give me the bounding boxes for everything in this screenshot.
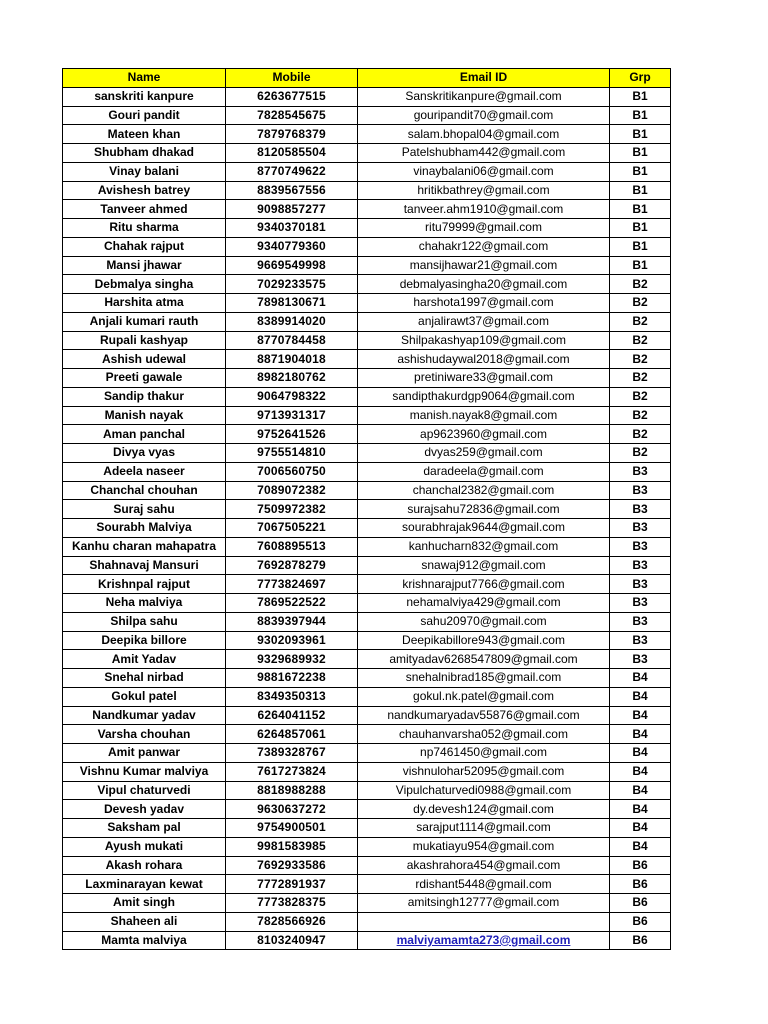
table-row bbox=[63, 444, 671, 463]
name-cell[interactable]: Ashish udewal bbox=[63, 350, 226, 369]
header-mobile[interactable]: Mobile bbox=[226, 69, 358, 88]
name-cell[interactable]: Laxminarayan kewat bbox=[63, 875, 226, 894]
mobile-cell[interactable]: 7772891937 bbox=[226, 875, 358, 894]
mobile-cell[interactable]: 8770784458 bbox=[226, 331, 358, 350]
email-cell[interactable]: rdishant5448@gmail.com bbox=[358, 875, 610, 894]
name-cell[interactable]: Gokul patel bbox=[63, 687, 226, 706]
mobile-cell[interactable]: 8103240947 bbox=[226, 931, 358, 950]
name-cell[interactable]: Kanhu charan mahapatra bbox=[63, 537, 226, 556]
table-row bbox=[63, 594, 671, 613]
grp-cell[interactable]: B2 bbox=[610, 275, 671, 294]
name-cell[interactable]: Sourabh Malviya bbox=[63, 519, 226, 538]
mobile-cell[interactable]: 8871904018 bbox=[226, 350, 358, 369]
email-cell[interactable]: surajsahu72836@gmail.com bbox=[358, 500, 610, 519]
email-cell[interactable]: sandipthakurdgp9064@gmail.com bbox=[358, 387, 610, 406]
table-row bbox=[63, 744, 671, 763]
table-row bbox=[63, 256, 671, 275]
mobile-cell[interactable]: 8389914020 bbox=[226, 312, 358, 331]
grp-cell[interactable]: B3 bbox=[610, 631, 671, 650]
grp-cell[interactable]: B4 bbox=[610, 744, 671, 763]
table-row bbox=[63, 181, 671, 200]
table-row bbox=[63, 837, 671, 856]
table-row bbox=[63, 237, 671, 256]
grp-cell[interactable]: B2 bbox=[610, 406, 671, 425]
email-cell[interactable]: sahu20970@gmail.com bbox=[358, 612, 610, 631]
table-row bbox=[63, 912, 671, 931]
table-row bbox=[63, 162, 671, 181]
name-cell[interactable]: Harshita atma bbox=[63, 294, 226, 313]
table-row bbox=[63, 312, 671, 331]
table-row bbox=[63, 537, 671, 556]
name-cell[interactable]: Tanveer ahmed bbox=[63, 200, 226, 219]
mobile-cell[interactable]: 9755514810 bbox=[226, 444, 358, 463]
email-cell[interactable]: dy.devesh124@gmail.com bbox=[358, 800, 610, 819]
grp-cell[interactable]: B4 bbox=[610, 800, 671, 819]
name-cell[interactable]: Adeela naseer bbox=[63, 462, 226, 481]
mobile-cell[interactable]: 7029233575 bbox=[226, 275, 358, 294]
table-row bbox=[63, 706, 671, 725]
email-cell[interactable]: debmalyasingha20@gmail.com bbox=[358, 275, 610, 294]
grp-cell[interactable]: B4 bbox=[610, 706, 671, 725]
email-cell[interactable]: gouripandit70@gmail.com bbox=[358, 106, 610, 125]
grp-cell[interactable]: B2 bbox=[610, 387, 671, 406]
name-cell[interactable]: Akash rohara bbox=[63, 856, 226, 875]
table-row bbox=[63, 650, 671, 669]
email-cell[interactable]: chahakr122@gmail.com bbox=[358, 237, 610, 256]
email-cell[interactable]: chanchal2382@gmail.com bbox=[358, 481, 610, 500]
grp-cell[interactable]: B1 bbox=[610, 87, 671, 106]
table-row bbox=[63, 200, 671, 219]
grp-cell[interactable]: B1 bbox=[610, 256, 671, 275]
mobile-cell[interactable]: 7869522522 bbox=[226, 594, 358, 613]
email-cell[interactable]: nehamalviya429@gmail.com bbox=[358, 594, 610, 613]
grp-cell[interactable]: B4 bbox=[610, 781, 671, 800]
grp-cell[interactable]: B1 bbox=[610, 144, 671, 163]
table-row bbox=[63, 931, 671, 950]
mobile-cell[interactable]: 8818988288 bbox=[226, 781, 358, 800]
grp-cell[interactable]: B3 bbox=[610, 594, 671, 613]
name-cell[interactable]: Sandip thakur bbox=[63, 387, 226, 406]
email-cell[interactable]: Patelshubham442@gmail.com bbox=[358, 144, 610, 163]
email-cell[interactable]: amityadav6268547809@gmail.com bbox=[358, 650, 610, 669]
mobile-cell[interactable]: 9981583985 bbox=[226, 837, 358, 856]
header-email[interactable]: Email ID bbox=[358, 69, 610, 88]
name-cell[interactable]: Deepika billore bbox=[63, 631, 226, 650]
table-row bbox=[63, 856, 671, 875]
grp-cell[interactable]: B3 bbox=[610, 481, 671, 500]
email-cell[interactable]: gokul.nk.patel@gmail.com bbox=[358, 687, 610, 706]
email-cell[interactable]: tanveer.ahm1910@gmail.com bbox=[358, 200, 610, 219]
grp-cell[interactable]: B1 bbox=[610, 181, 671, 200]
name-cell[interactable]: Preeti gawale bbox=[63, 369, 226, 388]
email-cell[interactable]: hritikbathrey@gmail.com bbox=[358, 181, 610, 200]
mobile-cell[interactable]: 7692933586 bbox=[226, 856, 358, 875]
table-row bbox=[63, 219, 671, 238]
table-row bbox=[63, 350, 671, 369]
mobile-cell[interactable]: 7067505221 bbox=[226, 519, 358, 538]
name-cell[interactable]: Shaheen ali bbox=[63, 912, 226, 931]
mobile-cell[interactable]: 7828566926 bbox=[226, 912, 358, 931]
grp-cell[interactable]: B4 bbox=[610, 819, 671, 838]
mobile-cell[interactable]: 7089072382 bbox=[226, 481, 358, 500]
student-table bbox=[62, 68, 671, 950]
name-cell[interactable]: Saksham pal bbox=[63, 819, 226, 838]
table-row bbox=[63, 875, 671, 894]
name-cell[interactable]: Mamta malviya bbox=[63, 931, 226, 950]
mobile-cell[interactable]: 9669549998 bbox=[226, 256, 358, 275]
table-row bbox=[63, 406, 671, 425]
mobile-cell[interactable]: 7879768379 bbox=[226, 125, 358, 144]
grp-cell[interactable]: B1 bbox=[610, 106, 671, 125]
name-cell[interactable]: Neha malviya bbox=[63, 594, 226, 613]
mobile-cell[interactable]: 8770749622 bbox=[226, 162, 358, 181]
table-row bbox=[63, 387, 671, 406]
email-cell[interactable]: manish.nayak8@gmail.com bbox=[358, 406, 610, 425]
name-cell[interactable]: Vinay balani bbox=[63, 162, 226, 181]
table-row bbox=[63, 556, 671, 575]
grp-cell[interactable]: B3 bbox=[610, 519, 671, 538]
grp-cell[interactable]: B6 bbox=[610, 931, 671, 950]
grp-cell[interactable]: B2 bbox=[610, 350, 671, 369]
email-cell[interactable]: pretiniware33@gmail.com bbox=[358, 369, 610, 388]
mobile-cell[interactable]: 9713931317 bbox=[226, 406, 358, 425]
email-cell[interactable]: np7461450@gmail.com bbox=[358, 744, 610, 763]
mobile-cell[interactable]: 7006560750 bbox=[226, 462, 358, 481]
name-cell[interactable]: Snehal nirbad bbox=[63, 669, 226, 688]
table-row bbox=[63, 800, 671, 819]
name-cell[interactable]: Amit singh bbox=[63, 894, 226, 913]
table-row bbox=[63, 781, 671, 800]
table-row bbox=[63, 687, 671, 706]
mobile-cell[interactable]: 7617273824 bbox=[226, 762, 358, 781]
grp-cell[interactable]: B1 bbox=[610, 162, 671, 181]
table-row bbox=[63, 275, 671, 294]
email-cell[interactable]: Deepikabillore943@gmail.com bbox=[358, 631, 610, 650]
email-cell[interactable]: sarajput1114@gmail.com bbox=[358, 819, 610, 838]
name-cell[interactable]: Mateen khan bbox=[63, 125, 226, 144]
table-row bbox=[63, 425, 671, 444]
grp-cell[interactable]: B6 bbox=[610, 894, 671, 913]
mobile-cell[interactable]: 8120585504 bbox=[226, 144, 358, 163]
grp-cell[interactable]: B3 bbox=[610, 556, 671, 575]
name-cell[interactable]: Aman panchal bbox=[63, 425, 226, 444]
table-row bbox=[63, 519, 671, 538]
table-row bbox=[63, 87, 671, 106]
mobile-cell[interactable]: 9881672238 bbox=[226, 669, 358, 688]
email-cell[interactable]: vishnulohar52095@gmail.com bbox=[358, 762, 610, 781]
table-row bbox=[63, 462, 671, 481]
email-cell[interactable]: kanhucharn832@gmail.com bbox=[358, 537, 610, 556]
grp-cell[interactable]: B3 bbox=[610, 650, 671, 669]
table-row bbox=[63, 669, 671, 688]
header-grp[interactable]: Grp bbox=[610, 69, 671, 88]
name-cell[interactable]: Krishnpal rajput bbox=[63, 575, 226, 594]
name-cell[interactable]: Amit panwar bbox=[63, 744, 226, 763]
grp-cell[interactable]: B2 bbox=[610, 425, 671, 444]
name-cell[interactable]: Varsha chouhan bbox=[63, 725, 226, 744]
name-cell[interactable]: sanskriti kanpure bbox=[63, 87, 226, 106]
name-cell[interactable]: Chanchal chouhan bbox=[63, 481, 226, 500]
name-cell[interactable]: Manish nayak bbox=[63, 406, 226, 425]
name-cell[interactable]: Shahnavaj Mansuri bbox=[63, 556, 226, 575]
mobile-cell[interactable]: 7692878279 bbox=[226, 556, 358, 575]
name-cell[interactable]: Ritu sharma bbox=[63, 219, 226, 238]
grp-cell[interactable]: B6 bbox=[610, 856, 671, 875]
grp-cell[interactable]: B1 bbox=[610, 237, 671, 256]
grp-cell[interactable]: B3 bbox=[610, 612, 671, 631]
mobile-cell[interactable]: 9340370181 bbox=[226, 219, 358, 238]
mobile-cell[interactable]: 9630637272 bbox=[226, 800, 358, 819]
mobile-cell[interactable]: 9098857277 bbox=[226, 200, 358, 219]
table-row bbox=[63, 631, 671, 650]
email-cell[interactable]: akashrahora454@gmail.com bbox=[358, 856, 610, 875]
grp-cell[interactable]: B1 bbox=[610, 219, 671, 238]
name-cell[interactable]: Rupali kashyap bbox=[63, 331, 226, 350]
grp-cell[interactable]: B3 bbox=[610, 500, 671, 519]
grp-cell[interactable]: B4 bbox=[610, 725, 671, 744]
name-cell[interactable]: Nandkumar yadav bbox=[63, 706, 226, 725]
table-row bbox=[63, 369, 671, 388]
mobile-cell[interactable]: 9752641526 bbox=[226, 425, 358, 444]
mobile-cell[interactable]: 7898130671 bbox=[226, 294, 358, 313]
table-row bbox=[63, 894, 671, 913]
email-cell[interactable] bbox=[358, 912, 610, 931]
table-row bbox=[63, 294, 671, 313]
grp-cell[interactable]: B2 bbox=[610, 294, 671, 313]
name-cell[interactable]: Mansi jhawar bbox=[63, 256, 226, 275]
mobile-cell[interactable]: 9064798322 bbox=[226, 387, 358, 406]
grp-cell[interactable]: B4 bbox=[610, 837, 671, 856]
mobile-cell[interactable]: 7509972382 bbox=[226, 500, 358, 519]
table-row bbox=[63, 500, 671, 519]
table-row bbox=[63, 725, 671, 744]
grp-cell[interactable]: B4 bbox=[610, 669, 671, 688]
mobile-cell[interactable]: 6264041152 bbox=[226, 706, 358, 725]
name-cell[interactable]: Amit Yadav bbox=[63, 650, 226, 669]
table-row bbox=[63, 762, 671, 781]
email-cell[interactable]: salam.bhopal04@gmail.com bbox=[358, 125, 610, 144]
name-cell[interactable]: Avishesh batrey bbox=[63, 181, 226, 200]
email-cell[interactable]: sourabhrajak9644@gmail.com bbox=[358, 519, 610, 538]
email-cell[interactable]: daradeela@gmail.com bbox=[358, 462, 610, 481]
header-row bbox=[63, 69, 671, 88]
mobile-cell[interactable]: 7828545675 bbox=[226, 106, 358, 125]
email-cell[interactable]: vinaybalani06@gmail.com bbox=[358, 162, 610, 181]
name-cell[interactable]: Shilpa sahu bbox=[63, 612, 226, 631]
email-cell[interactable]: snehalnibrad185@gmail.com bbox=[358, 669, 610, 688]
mobile-cell[interactable]: 6263677515 bbox=[226, 87, 358, 106]
mobile-cell[interactable]: 7389328767 bbox=[226, 744, 358, 763]
mobile-cell[interactable]: 7773828375 bbox=[226, 894, 358, 913]
name-cell[interactable]: Ayush mukati bbox=[63, 837, 226, 856]
name-cell[interactable]: Debmalya singha bbox=[63, 275, 226, 294]
email-cell[interactable]: Shilpakashyap109@gmail.com bbox=[358, 331, 610, 350]
header-name[interactable]: Name bbox=[63, 69, 226, 88]
name-cell[interactable]: Gouri pandit bbox=[63, 106, 226, 125]
grp-cell[interactable]: B2 bbox=[610, 444, 671, 463]
table-body bbox=[63, 87, 671, 950]
table-row bbox=[63, 125, 671, 144]
email-cell[interactable]: harshota1997@gmail.com bbox=[358, 294, 610, 313]
grp-cell[interactable]: B4 bbox=[610, 762, 671, 781]
mobile-cell[interactable]: 8839567556 bbox=[226, 181, 358, 200]
table-row bbox=[63, 819, 671, 838]
mobile-cell[interactable]: 9302093961 bbox=[226, 631, 358, 650]
table-row bbox=[63, 612, 671, 631]
email-cell[interactable]: snawaj912@gmail.com bbox=[358, 556, 610, 575]
name-cell[interactable]: Vipul chaturvedi bbox=[63, 781, 226, 800]
table-row bbox=[63, 575, 671, 594]
grp-cell[interactable]: B3 bbox=[610, 537, 671, 556]
email-cell[interactable]: mansijhawar21@gmail.com bbox=[358, 256, 610, 275]
mobile-cell[interactable]: 9754900501 bbox=[226, 819, 358, 838]
email-cell[interactable]: malviyamamta273@gmail.com bbox=[358, 931, 610, 950]
name-cell[interactable]: Shubham dhakad bbox=[63, 144, 226, 163]
grp-cell[interactable]: B1 bbox=[610, 125, 671, 144]
name-cell[interactable]: Chahak rajput bbox=[63, 237, 226, 256]
email-cell[interactable]: anjalirawt37@gmail.com bbox=[358, 312, 610, 331]
email-cell[interactable]: chauhanvarsha052@gmail.com bbox=[358, 725, 610, 744]
mobile-cell[interactable]: 9340779360 bbox=[226, 237, 358, 256]
email-cell[interactable]: ritu79999@gmail.com bbox=[358, 219, 610, 238]
email-cell[interactable]: Vipulchaturvedi0988@gmail.com bbox=[358, 781, 610, 800]
email-cell[interactable]: mukatiayu954@gmail.com bbox=[358, 837, 610, 856]
grp-cell[interactable]: B3 bbox=[610, 462, 671, 481]
mobile-cell[interactable]: 8349350313 bbox=[226, 687, 358, 706]
grp-cell[interactable]: B6 bbox=[610, 875, 671, 894]
grp-cell[interactable]: B2 bbox=[610, 312, 671, 331]
name-cell[interactable]: Divya vyas bbox=[63, 444, 226, 463]
grp-cell[interactable]: B1 bbox=[610, 200, 671, 219]
grp-cell[interactable]: B3 bbox=[610, 575, 671, 594]
table-row bbox=[63, 144, 671, 163]
name-cell[interactable]: Devesh yadav bbox=[63, 800, 226, 819]
table-row bbox=[63, 331, 671, 350]
grp-cell[interactable]: B4 bbox=[610, 687, 671, 706]
grp-cell[interactable]: B2 bbox=[610, 369, 671, 388]
mobile-cell[interactable]: 8982180762 bbox=[226, 369, 358, 388]
name-cell[interactable]: Vishnu Kumar malviya bbox=[63, 762, 226, 781]
email-cell[interactable]: amitsingh12777@gmail.com bbox=[358, 894, 610, 913]
table-row bbox=[63, 106, 671, 125]
mobile-cell[interactable]: 9329689932 bbox=[226, 650, 358, 669]
mobile-cell[interactable]: 6264857061 bbox=[226, 725, 358, 744]
email-cell[interactable]: dvyas259@gmail.com bbox=[358, 444, 610, 463]
email-cell[interactable]: ap9623960@gmail.com bbox=[358, 425, 610, 444]
email-cell[interactable]: Sanskritikanpure@gmail.com bbox=[358, 87, 610, 106]
name-cell[interactable]: Anjali kumari rauth bbox=[63, 312, 226, 331]
mobile-cell[interactable]: 7608895513 bbox=[226, 537, 358, 556]
email-cell[interactable]: ashishudaywal2018@gmail.com bbox=[358, 350, 610, 369]
table-row bbox=[63, 481, 671, 500]
name-cell[interactable]: Suraj sahu bbox=[63, 500, 226, 519]
mobile-cell[interactable]: 7773824697 bbox=[226, 575, 358, 594]
grp-cell[interactable]: B2 bbox=[610, 331, 671, 350]
email-cell[interactable]: krishnarajput7766@gmail.com bbox=[358, 575, 610, 594]
mobile-cell[interactable]: 8839397944 bbox=[226, 612, 358, 631]
email-cell[interactable]: nandkumaryadav55876@gmail.com bbox=[358, 706, 610, 725]
grp-cell[interactable]: B6 bbox=[610, 912, 671, 931]
